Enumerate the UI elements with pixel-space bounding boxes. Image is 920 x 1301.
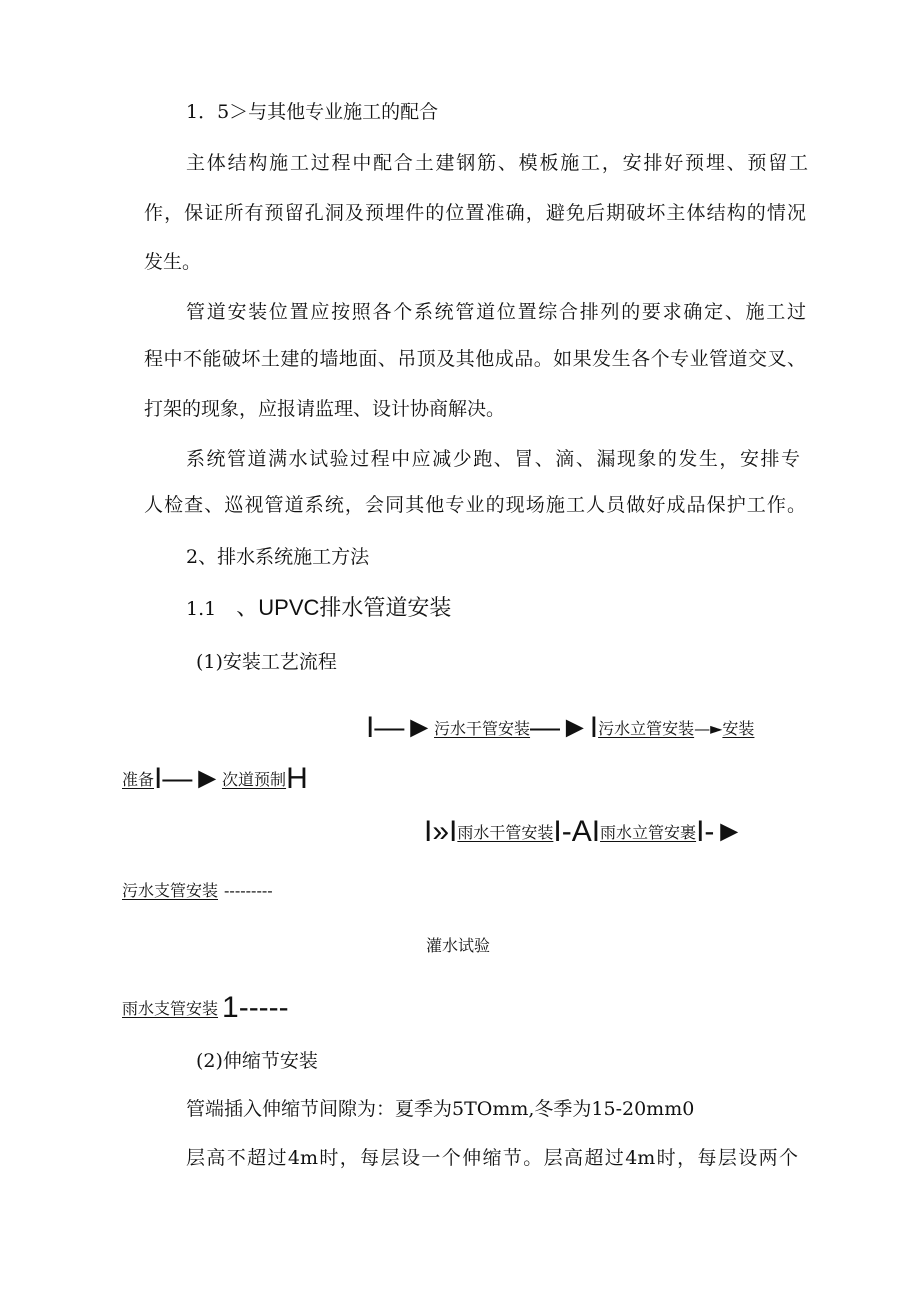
- flow-label-rain-main: 雨水干管安装: [457, 823, 554, 842]
- flow-glyph-1: I—►: [366, 711, 435, 744]
- paragraph-3-line-2: 人检查、巡视管道系统，会同其他专业的现场施工人员做好成品保护工作。: [144, 494, 806, 516]
- paragraph-2-line-1: 管道安装位置应按照各个系统管道位置综合排列的要求确定、施工过: [186, 301, 806, 323]
- flow-glyph-8: I-►: [696, 815, 745, 848]
- section-heading-2-1: [186, 596, 451, 621]
- flow-glyph-6: I»I: [424, 815, 458, 848]
- flow-glyph-2: —►I: [530, 711, 599, 744]
- flow-label-rain-riser: 雨水立管安裹: [600, 823, 697, 842]
- flow-row-1: [366, 711, 755, 744]
- paragraph-2-line-3: 打架的现象，应报请监理、设计协商解决。: [144, 398, 506, 420]
- flow-label-wastewater-riser: 污水立管安装: [598, 719, 695, 738]
- heading-2-1-number: 1.1: [186, 598, 217, 620]
- flow-glyph-9: 1-----: [222, 991, 289, 1024]
- flow-glyph-7: I-AI: [553, 815, 601, 848]
- section-heading-2: 2、排水系统施工方法: [186, 546, 370, 568]
- flow-label-wastewater-branch: 污水支管安装: [122, 881, 219, 900]
- paragraph-2-line-2: 程中不能破坏土建的墙地面、吊顶及其他成品。如果发生各个专业管道交叉、: [144, 348, 806, 370]
- flow-label-water-test: 灌水试验: [426, 936, 491, 955]
- paragraph-1-line-3: 发生。: [144, 251, 202, 273]
- flow-row-4: [122, 879, 273, 903]
- flow-glyph-5: H: [286, 762, 308, 795]
- flow-row-2: [122, 762, 308, 795]
- flow-label-wastewater-main: 污水干管安装: [434, 719, 531, 738]
- paragraph-4-line-1: 管端插入伸缩节间隙为：夏季为5TOmm,冬季为15-20mm0: [186, 1098, 695, 1120]
- paragraph-1-line-1: 主体结构施工过程中配合土建钢筋、模板施工，安排好预埋、预留工: [186, 152, 808, 174]
- flow-glyph-3: —►: [694, 719, 723, 738]
- paragraph-3-line-1: 系统管道满水试验过程中应减少跑、冒、滴、漏现象的发生，安排专: [186, 448, 800, 470]
- flow-label-prepare: 准备: [122, 770, 155, 789]
- flow-glyph-4: I—►: [154, 762, 223, 795]
- subheading-install-flow: (1)安装工艺流程: [196, 651, 337, 673]
- flow-label-rain-branch: 雨水支管安装: [122, 999, 219, 1018]
- heading-2-1-title: 、UPVC排水管道安装: [236, 595, 452, 620]
- flow-dashes-1: ---------: [224, 881, 273, 900]
- flow-row-3: [424, 815, 745, 848]
- section-heading-1-5: 1．5＞与其他专业施工的配合: [186, 101, 439, 123]
- subheading-expansion-joint: (2)伸缩节安装: [196, 1050, 318, 1072]
- paragraph-5-line-1: 层高不超过4m时，每层设一个伸缩节。层高超过4m时，每层设两个: [186, 1147, 798, 1169]
- paragraph-1-line-2: 作，保证所有预留孔洞及预埋件的位置准确，避免后期破坏主体结构的情况: [144, 202, 806, 224]
- flow-row-6: [122, 991, 289, 1024]
- flow-label-prefab: 次道预制: [222, 770, 287, 789]
- flow-label-install: 安装: [722, 719, 755, 738]
